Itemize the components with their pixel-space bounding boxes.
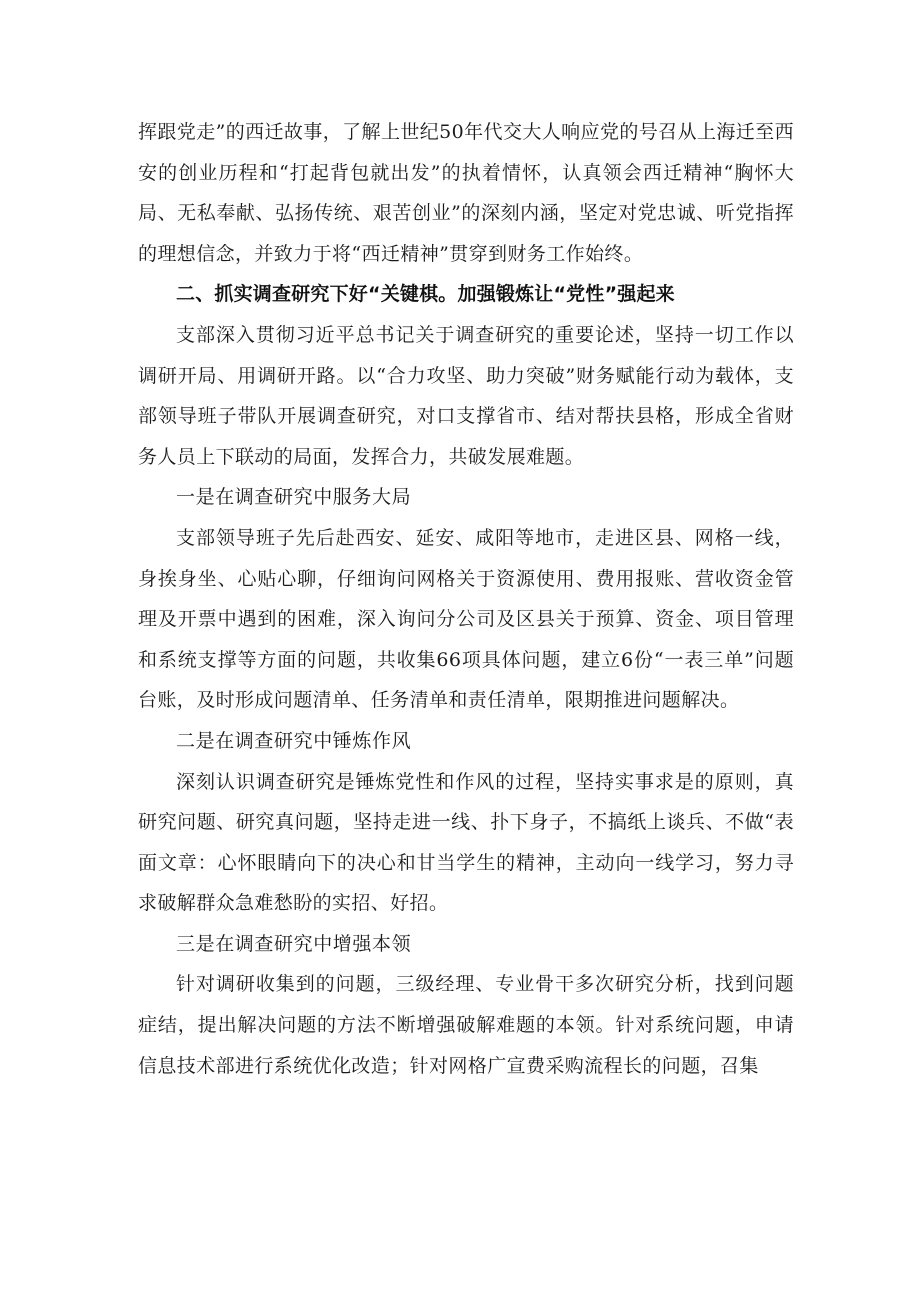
section-heading-2: 二、抓实调查研究下好“关键棋。加强锻炼让“党性”强起来 bbox=[176, 283, 675, 306]
subheading-serve-overall: 一是在调查研究中服务大局 bbox=[176, 486, 412, 509]
document-body bbox=[138, 112, 794, 1086]
paragraph-xiqian-story: 挥跟党走”的西迁故事，了解上世纪50年代交大人响应党的号召从上海迁至西安的创业历程和“打起背包就出发”的执着情怀，认真领会西迁精神“胸怀大局、无私奉献、弘扬传统、艰苦创业”的深刻内涵，坚定对党忠诚、听党指挥的理想信念，并致力于将“西迁精神”贯穿到财务工作始终。 bbox=[138, 121, 794, 265]
paragraph-enhance-skills: 针对调研收集到的问题，三级经理、专业骨干多次研究分析，找到问题症结，提出解决问题的方法不断增强破解难题的本领。针对系统问题，申请信息技术部进行系统优化改造；针对网格广宣费采购流程长的问题，召集 bbox=[138, 973, 794, 1077]
subheading-temper-style: 二是在调查研究中锤炼作风 bbox=[176, 729, 412, 752]
paragraph-serve-overall: 支部领导班子先后赴西安、延安、咸阳等地市，走进区县、网格一线，身挨身坐、心贴心聊，仔细询问网格关于资源使用、费用报账、营收资金管理及开票中遇到的困难，深入询问分公司及区县关于预算、资金、项目管理和系统支撑等方面的问题，共收集66项具体问题，建立6份“一表三单”问题台账，及时形成问题清单、任务清单和责任清单，限期推进问题解决。 bbox=[138, 526, 794, 712]
paragraph-temper-style: 深刻认识调查研究是锤炼党性和作风的过程，坚持实事求是的原则，真研究问题、研究真问题，坚持走进一线、扑下身子，不搞纸上谈兵、不做“表面文章：心怀眼睛向下的决心和甘当学生的精神，主动向一线学习，努力寻求破解群众急难愁盼的实招、好招。 bbox=[138, 770, 794, 915]
paragraph-research-intro: 支部深入贯彻习近平总书记关于调查研究的重要论述，坚持一切工作以调研开局、用调研开路。以“合力攻坚、助力突破”财务赋能行动为载体，支部领导班子带队开展调查研究，对口支撑省市、结对帮扶县格，形成全省财务人员上下联动的局面，发挥合力，共破发展难题。 bbox=[138, 323, 794, 468]
subheading-enhance-skills: 三是在调查研究中增强本领 bbox=[176, 932, 412, 955]
